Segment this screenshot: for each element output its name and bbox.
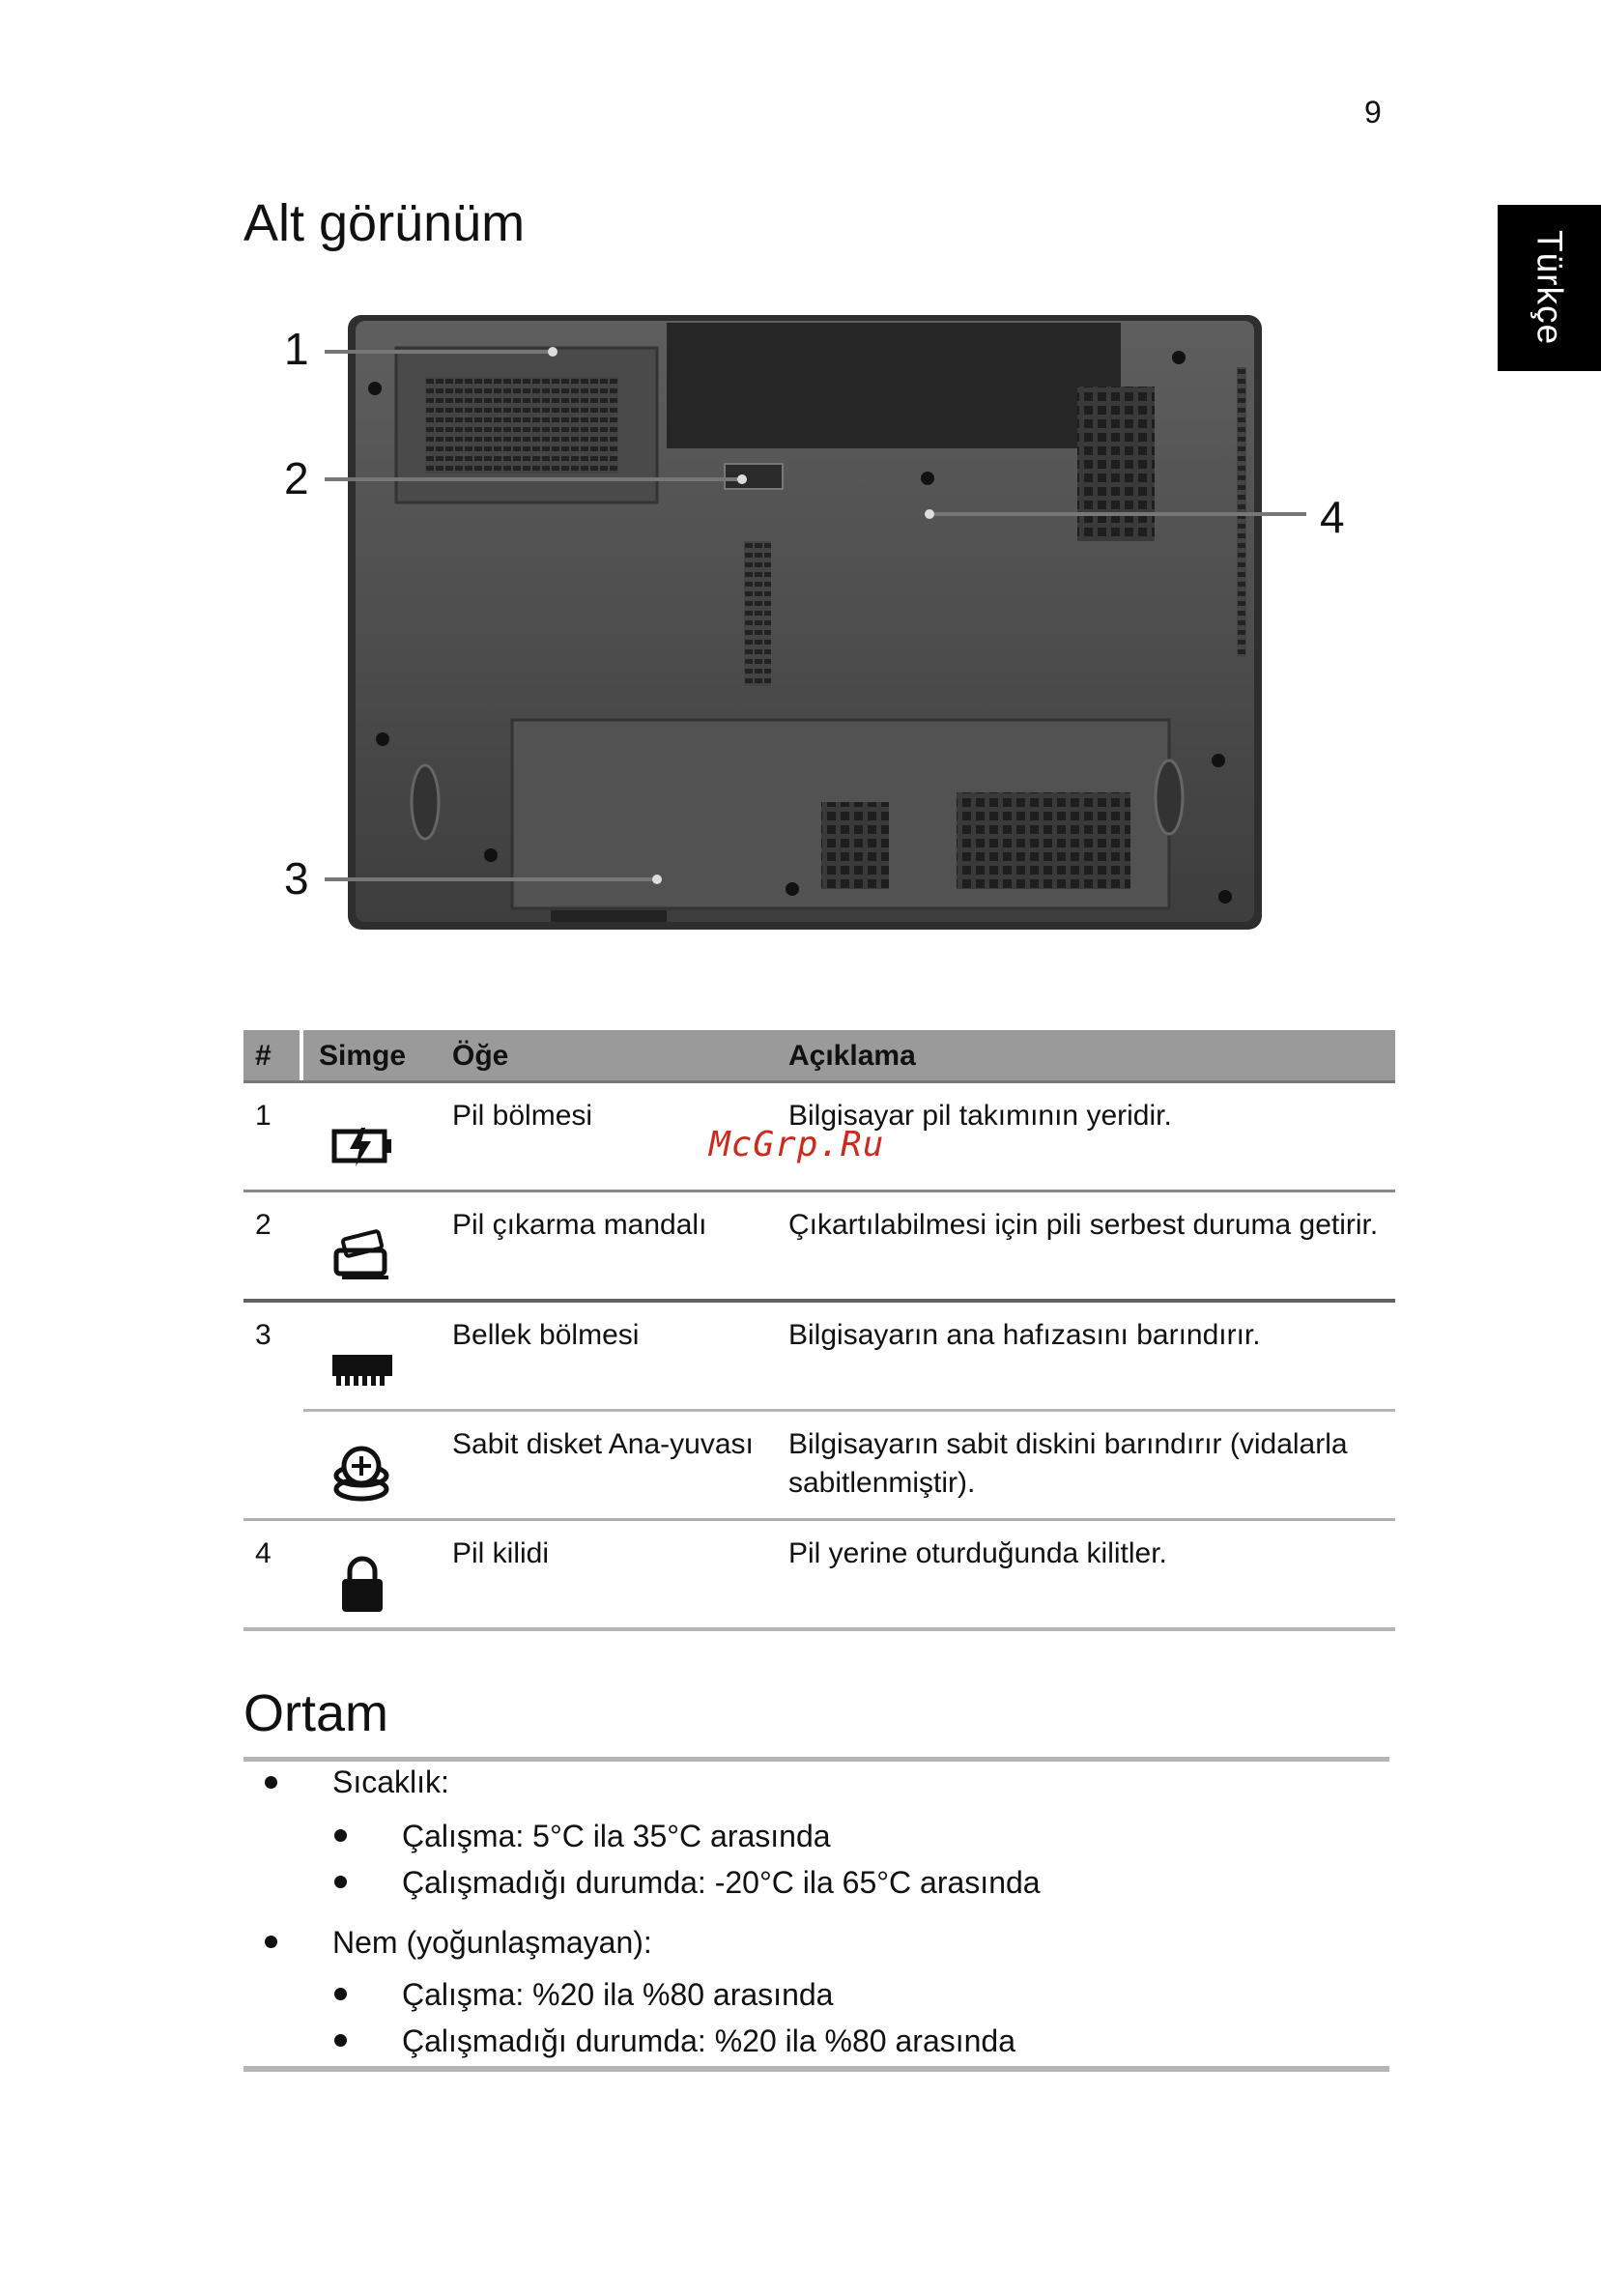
component-table [243, 1030, 1395, 1631]
row-num: 1 [255, 1100, 272, 1132]
humidity-operating: Çalışma: %20 ila %80 arasında [402, 1977, 834, 2012]
row-num: 2 [255, 1209, 272, 1241]
table-row [243, 1521, 1395, 1627]
header-num: # [255, 1040, 272, 1072]
table-row [243, 1303, 1395, 1409]
language-tab-label: Türkçe [1530, 230, 1570, 346]
row-desc: Bilgisayar pil takımının yeridir. [788, 1100, 1172, 1132]
row-desc: Çıkartılabilmesi için pili serbest duruma getirir. [788, 1209, 1379, 1241]
hard-disk-icon [329, 1441, 396, 1508]
row-desc: Bilgisayarın ana hafızasını barındırır. [788, 1319, 1261, 1351]
language-tab [1498, 205, 1601, 371]
table-row [243, 1192, 1395, 1299]
callout-2: 2 [284, 453, 309, 503]
callout-4: 4 [1320, 492, 1345, 542]
callout-3: 3 [284, 853, 309, 904]
row-desc: Bilgisayarın sabit diskini barındırır (vidalarla sabitlenmiştir). [788, 1428, 1348, 1499]
humidity-non-operating: Çalışmadığı durumda: %20 ila %80 arasında [402, 2023, 1016, 2058]
row-item: Pil çıkarma mandalı [452, 1209, 707, 1241]
header-item: Öğe [452, 1040, 509, 1072]
page-number: 9 [1364, 95, 1382, 129]
bullet [334, 2034, 347, 2047]
header-icon: Simge [319, 1040, 407, 1072]
table-row [243, 1412, 1395, 1518]
row-num: 3 [255, 1319, 272, 1351]
bullet [265, 1936, 277, 1948]
environment-rule-bottom [243, 2066, 1389, 2072]
header-desc: Açıklama [788, 1040, 916, 1072]
lock-icon [329, 1550, 396, 1618]
row-num: 4 [255, 1537, 272, 1569]
row-item: Bellek bölmesi [452, 1319, 640, 1351]
callout-1: 1 [284, 324, 309, 374]
row-desc: Pil yerine oturduğunda kilitler. [788, 1537, 1167, 1569]
bullet [265, 1776, 277, 1789]
environment-title: Ortam [243, 1684, 389, 1742]
watermark: McGrp.Ru [709, 1125, 885, 1164]
row-item: Pil kilidi [452, 1537, 550, 1569]
laptop-bottom-diagram [271, 309, 1362, 937]
section-title: Alt görünüm [243, 194, 526, 252]
environment-rule-top [243, 1757, 1389, 1762]
table-header [243, 1030, 1395, 1083]
bullet [334, 1876, 347, 1888]
bullet [334, 1829, 347, 1842]
battery-release-icon [329, 1221, 396, 1289]
laptop-bottom-illustration [271, 309, 1362, 937]
memory-icon [329, 1332, 396, 1399]
temperature-operating: Çalışma: 5°C ila 35°C arasında [402, 1819, 831, 1853]
battery-icon [329, 1112, 396, 1180]
bullet [334, 1988, 347, 2000]
temperature-non-operating: Çalışmadığı durumda: -20°C ila 65°C arasında [402, 1865, 1041, 1900]
humidity-label: Nem (yoğunlaşmayan): [332, 1925, 652, 1960]
row-item: Pil bölmesi [452, 1100, 593, 1132]
row-item: Sabit disket Ana-yuvası [452, 1428, 754, 1460]
temperature-label: Sıcaklık: [332, 1765, 449, 1799]
